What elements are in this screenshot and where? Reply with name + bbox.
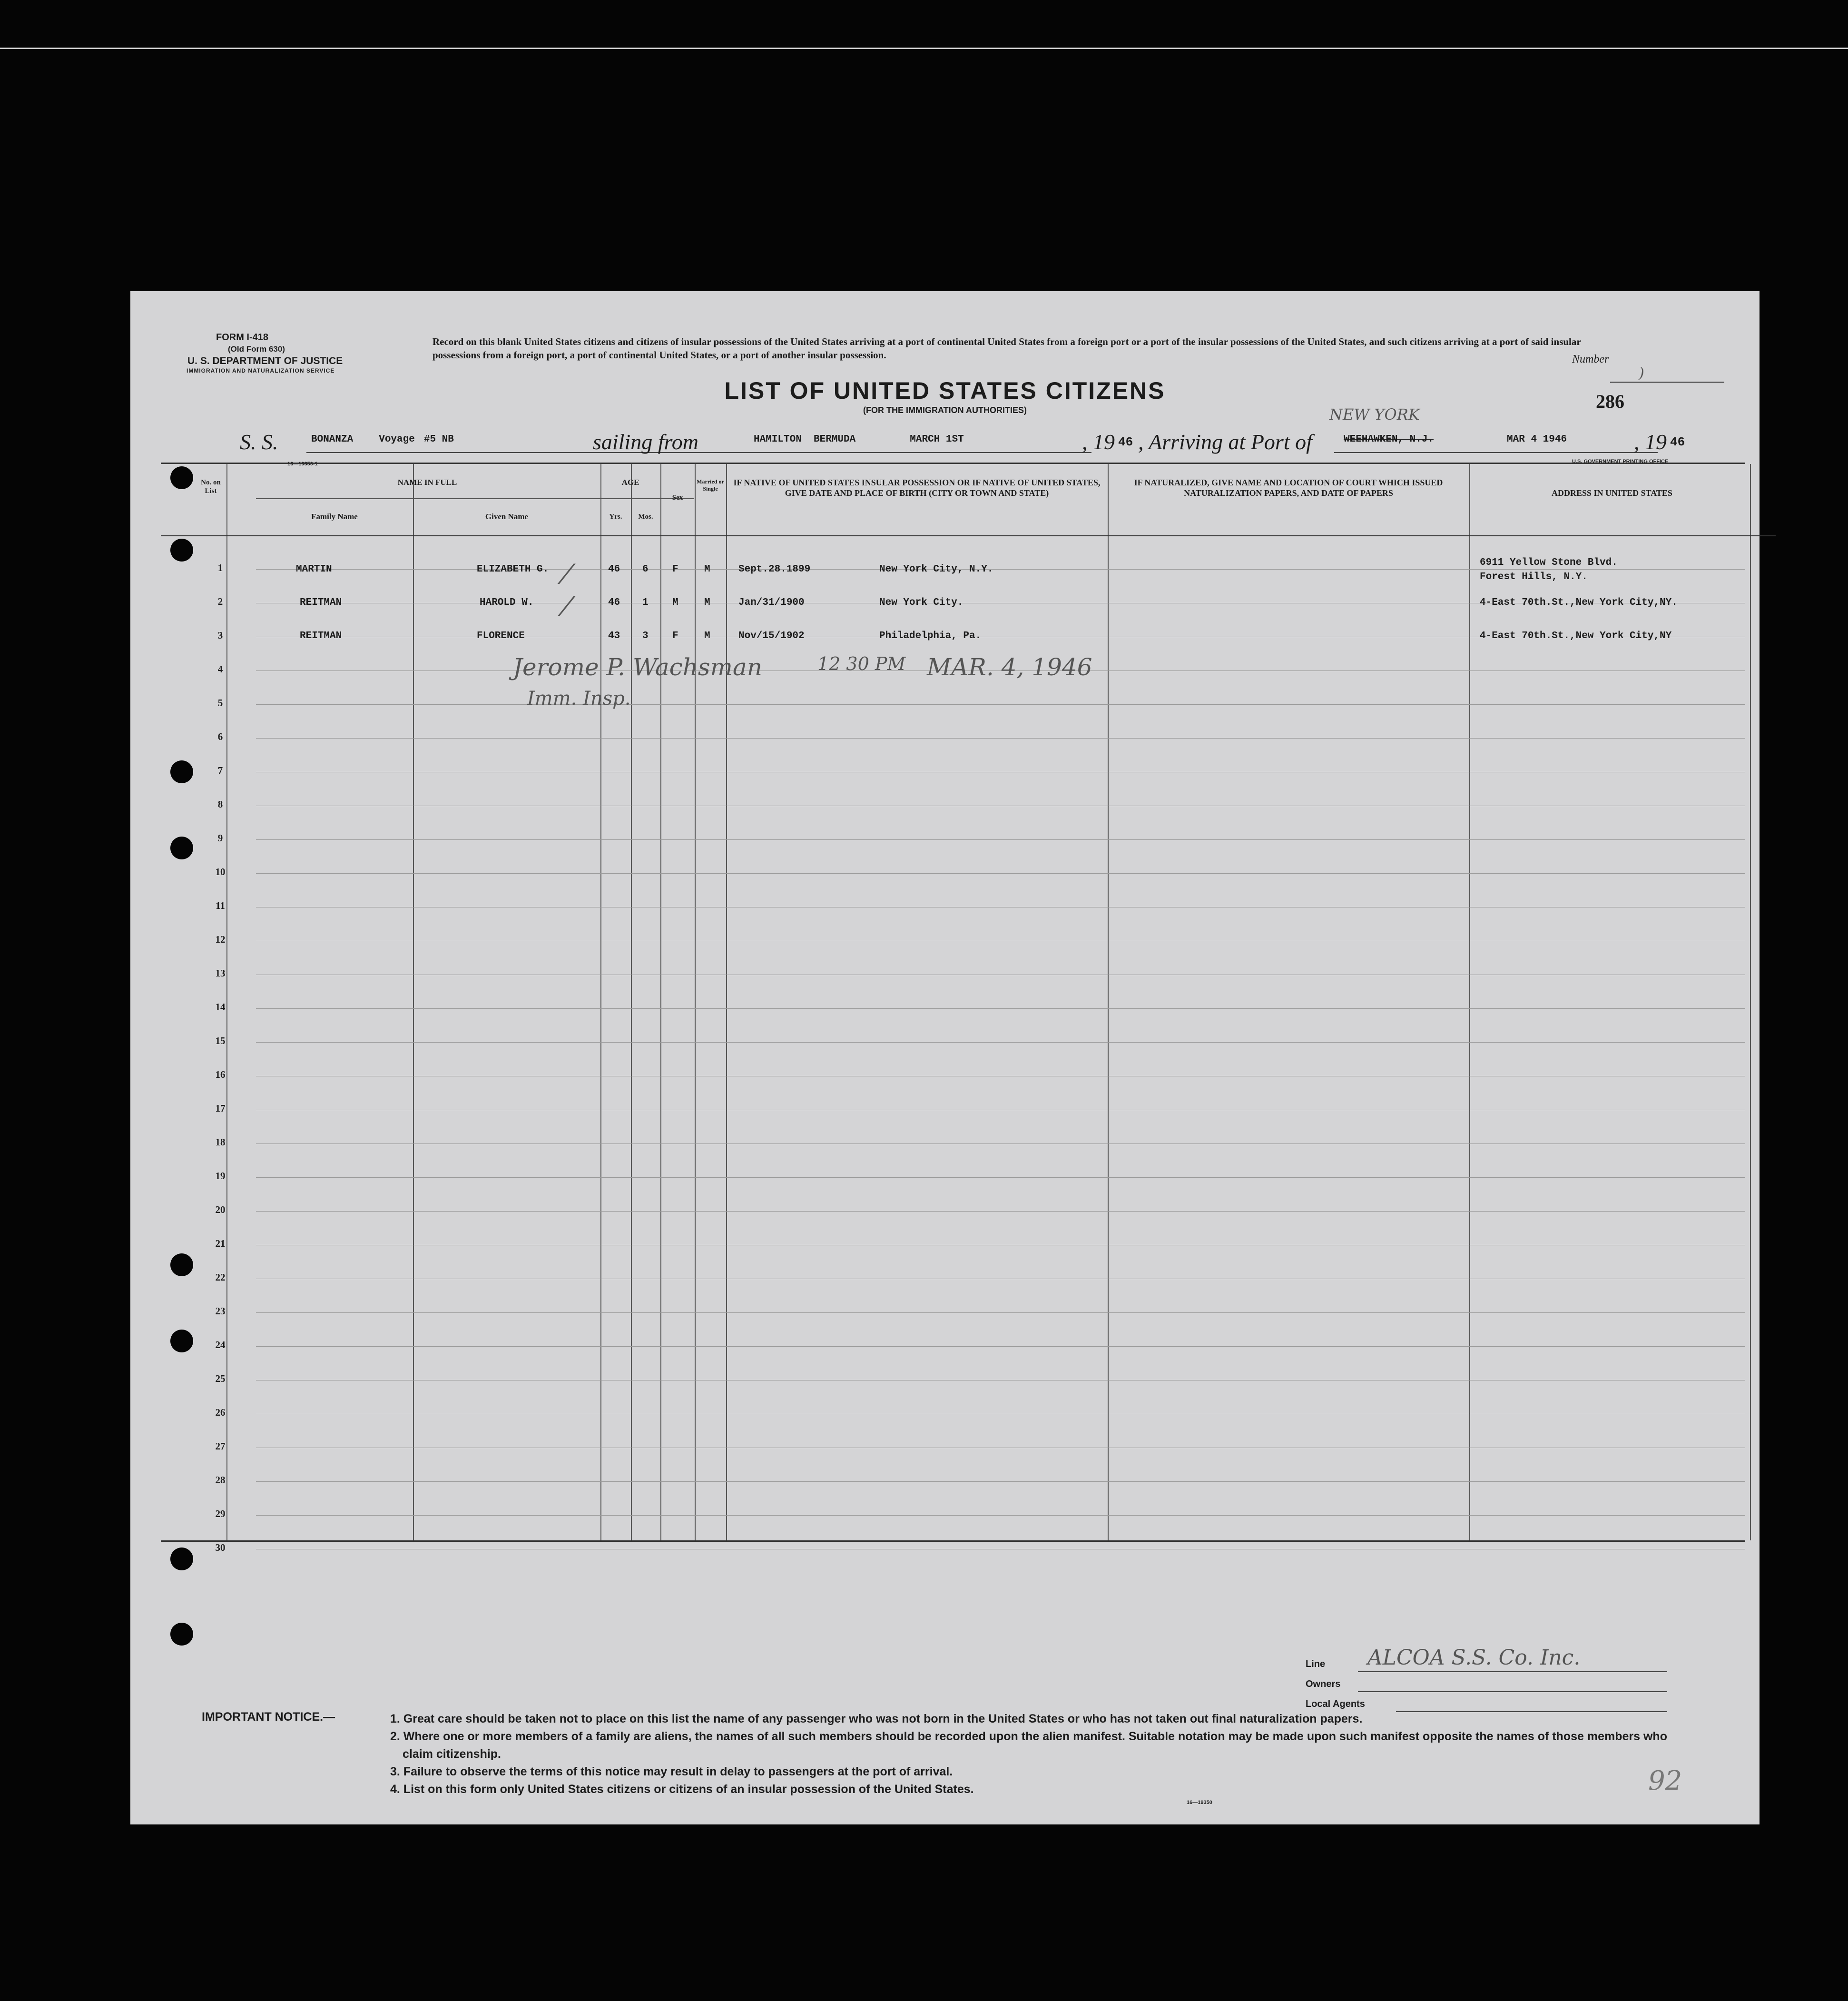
row-number: 23: [215, 1305, 226, 1317]
punch-hole: [170, 1253, 193, 1276]
row-rule: [256, 1312, 1745, 1313]
line-label: Line: [1306, 1659, 1326, 1669]
form-code-bottom: 16—19350: [1187, 1800, 1212, 1805]
col-divider: [695, 464, 696, 1540]
col-name-header: NAME IN FULL: [397, 478, 457, 487]
row-number: 12: [215, 934, 226, 945]
arrival-port-field: [1334, 434, 1658, 453]
row-number: 18: [215, 1136, 226, 1148]
col-divider: [660, 464, 661, 1540]
row3-sex: F: [672, 631, 678, 641]
row-number: 24: [215, 1339, 226, 1350]
row-number: 7: [217, 765, 223, 776]
row-number: 13: [215, 967, 226, 979]
row-number: 16: [215, 1069, 226, 1080]
row-number: 25: [215, 1373, 226, 1384]
row-number: 29: [215, 1508, 226, 1519]
row-rule: [256, 704, 1745, 705]
row1-family: MARTIN: [296, 564, 332, 575]
row-number: 21: [215, 1238, 226, 1249]
inspector-signature: Jerome P. Wachsman: [513, 653, 762, 681]
row-number: 5: [217, 697, 223, 709]
row2-address-1: 4-East 70th.St.,New York City,NY.: [1480, 597, 1678, 608]
row-rule: [256, 1143, 1745, 1144]
punch-hole: [170, 466, 193, 489]
year-from: 46: [1118, 435, 1133, 449]
row-number: 15: [215, 1035, 226, 1046]
row2-marital: M: [704, 597, 710, 608]
arriving-label: , Arriving at Port of: [1138, 430, 1312, 454]
header-bottom-rule: [161, 535, 1776, 536]
row-rule: [256, 1211, 1745, 1212]
col-divider: [600, 464, 601, 1540]
port-to-struck: WEEHAWKEN, N.J.: [1344, 434, 1434, 445]
row-number: 26: [215, 1407, 226, 1418]
col-divider: [726, 464, 727, 1540]
col-divider: [1750, 464, 1751, 1540]
service-name: IMMIGRATION AND NATURALIZATION SERVICE: [187, 367, 335, 374]
row-number: 2: [217, 596, 223, 607]
sailing-field: [725, 434, 1091, 453]
row-number: 17: [215, 1103, 226, 1114]
row-number: 27: [215, 1440, 226, 1452]
row-rule: [256, 1177, 1745, 1178]
col-naturalized-header: IF NATURALIZED, GIVE NAME AND LOCATION OF COURT WHICH ISSUED NATURALIZATION PAPERS, AND DATE OF PAPERS: [1134, 478, 1443, 498]
department-name: U. S. DEPARTMENT OF JUSTICE: [187, 355, 343, 366]
col-mos-header: Mos.: [638, 513, 653, 521]
col-family-header: Family Name: [311, 512, 358, 521]
row2-family: REITMAN: [300, 597, 342, 608]
row-number: 6: [217, 731, 223, 742]
row-number: 10: [215, 866, 226, 877]
form-code-top: 16—19350-1: [287, 461, 318, 467]
year-prefix-to: , 19: [1634, 430, 1667, 454]
page-title: LIST OF UNITED STATES CITIZENS: [724, 377, 1166, 404]
checkmark-icon: ⁄: [564, 591, 569, 622]
row3-address-1: 4-East 70th.St.,New York City,NY: [1480, 631, 1672, 641]
punch-hole: [170, 760, 193, 783]
inspection-date: MAR. 4, 1946: [927, 653, 1092, 681]
col-birth-header: IF NATIVE OF UNITED STATES INSULAR POSSESSION OR IF NATIVE OF UNITED STATES, GIVE DATE AND PLACE OF BIRTH (CITY OR TOWN AND STATE): [733, 478, 1101, 498]
row-number: 20: [215, 1204, 226, 1215]
row1-marital: M: [704, 564, 710, 575]
port-from: HAMILTON BERMUDA: [754, 434, 856, 445]
ship-name: BONANZA: [311, 434, 354, 445]
inspection-time: 12 30 PM: [817, 653, 906, 674]
col-divider: [1108, 464, 1109, 1540]
col-no-header: No. on List: [201, 479, 221, 495]
scan-top-line: [0, 48, 1848, 49]
col-married-header: Married or Single: [697, 478, 724, 492]
date-from: MARCH 1ST: [910, 434, 964, 445]
col-divider: [631, 464, 632, 1540]
row-number: 28: [215, 1474, 226, 1486]
row3-family: REITMAN: [300, 631, 342, 641]
row-rule: [256, 1346, 1745, 1347]
row2-sex: M: [672, 597, 678, 608]
page-number: 286: [1596, 391, 1624, 412]
manifest-sheet: [130, 291, 1760, 1824]
row1-birth-place: New York City, N.Y.: [879, 564, 993, 575]
owners-field: [1358, 1679, 1667, 1692]
line-value: ALCOA S.S. Co. Inc.: [1367, 1646, 1581, 1670]
row-number: 1: [217, 562, 223, 573]
row-number: 9: [217, 832, 223, 844]
row-rule: [256, 839, 1745, 840]
col-sex-header: Sex: [672, 494, 683, 502]
row-rule: [256, 1515, 1745, 1516]
row-number: 3: [217, 630, 223, 641]
col-divider: [1469, 464, 1470, 1540]
row-rule: [256, 738, 1745, 739]
row-number: 22: [215, 1272, 226, 1283]
form-number: FORM I-418: [216, 332, 269, 343]
row3-birth-date: Nov/15/1902: [738, 631, 805, 641]
arrival-stamp: MAR 4 1946: [1507, 434, 1567, 445]
punch-hole: [170, 1330, 193, 1352]
row3-birth-place: Philadelphia, Pa.: [879, 631, 982, 641]
row-rule: [256, 1008, 1745, 1009]
punch-hole: [170, 837, 193, 859]
year-to: 46: [1670, 435, 1685, 449]
number-label: Number: [1572, 353, 1609, 365]
punch-hole: [170, 1548, 193, 1570]
row-number: 4: [217, 663, 223, 675]
row2-birth-date: Jan/31/1900: [738, 597, 805, 608]
printing-office: U.S. GOVERNMENT PRINTING OFFICE: [1572, 459, 1669, 464]
col-divider: [413, 464, 414, 1540]
row2-mos: 1: [642, 597, 649, 608]
old-form-number: (Old Form 630): [228, 345, 285, 354]
row-number: 30: [215, 1542, 226, 1553]
row1-sex: F: [672, 564, 678, 575]
row3-mos: 3: [642, 631, 649, 641]
row-rule: [256, 1042, 1745, 1043]
notice-item: 1. Great care should be taken not to place on this list the name of any passenger who was not born in the United States or who has not taken out final naturalization papers.: [390, 1712, 1363, 1725]
col-age-header: AGE: [621, 478, 639, 487]
notice-item: 3. Failure to observe the terms of this notice may result in delay to passengers at the port of arrival.: [390, 1765, 953, 1778]
col-yrs-header: Yrs.: [609, 513, 622, 521]
notice-item: 4. List on this form only United States citizens or citizens of an insular possession of the United States.: [390, 1783, 974, 1796]
row-number: 11: [216, 900, 225, 911]
record-instructions: Record on this blank United States citizens and citizens of insular possessions of the United States arriving at a port of continental United States from a foreign port or a port of the insular possessions of the United States, and such citizens arriving at a port of said insular possessions from a foreign port, a port of continental United States, or a port of another insular possession.: [433, 336, 1581, 361]
row1-address-1: 6911 Yellow Stone Blvd.: [1480, 557, 1618, 568]
sailing-label: sailing from: [593, 430, 698, 454]
year-prefix-from: , 19: [1082, 430, 1115, 454]
voyage-number: #5 NB: [423, 434, 454, 445]
row2-birth-place: New York City.: [879, 597, 963, 608]
number-value: ): [1639, 365, 1644, 382]
row1-birth-date: Sept.28.1899: [738, 564, 811, 575]
row2-yrs: 46: [608, 597, 620, 608]
owners-label: Owners: [1306, 1679, 1341, 1689]
row3-yrs: 43: [608, 631, 620, 641]
punch-hole: [170, 1623, 193, 1646]
row-number: 8: [217, 798, 223, 810]
passenger-table: [161, 463, 1745, 1553]
port-to-handwritten: NEW YORK: [1329, 405, 1420, 424]
inspector-title: Imm. Insp.: [527, 688, 631, 710]
row1-yrs: 46: [608, 564, 620, 575]
col-given-header: Given Name: [485, 512, 529, 521]
row3-marital: M: [704, 631, 710, 641]
local-agents-label: Local Agents: [1306, 1699, 1365, 1709]
voyage-label: Voyage: [379, 434, 415, 445]
row-number: 19: [215, 1170, 226, 1182]
row-rule: [256, 873, 1745, 874]
row1-mos: 6: [642, 564, 649, 575]
notice-list: [390, 1710, 1675, 1798]
punch-hole: [170, 539, 193, 562]
notice-item: 2. Where one or more members of a family are aliens, the names of all such members should be recorded upon the alien manifest. Suitable notation may be made upon such manifest opposite the names of those members who claim citizenship.: [390, 1730, 1667, 1761]
ss-label: S. S.: [240, 430, 278, 454]
corner-mark: 92: [1648, 1765, 1682, 1796]
notice-label: IMPORTANT NOTICE.—: [202, 1710, 335, 1724]
row1-given: ELIZABETH G.: [477, 564, 549, 575]
col-address-header: ADDRESS IN UNITED STATES: [1552, 488, 1672, 498]
row-number: 14: [215, 1001, 226, 1013]
checkmark-icon: ⁄: [564, 559, 569, 590]
row1-address-2: Forest Hills, N.Y.: [1480, 572, 1588, 582]
age-header-rule: [600, 498, 660, 499]
row-rule: [256, 1481, 1745, 1482]
row3-given: FLORENCE: [477, 631, 525, 641]
row2-given: HAROLD W.: [480, 597, 534, 608]
page-subtitle: (FOR THE IMMIGRATION AUTHORITIES): [863, 405, 1027, 415]
